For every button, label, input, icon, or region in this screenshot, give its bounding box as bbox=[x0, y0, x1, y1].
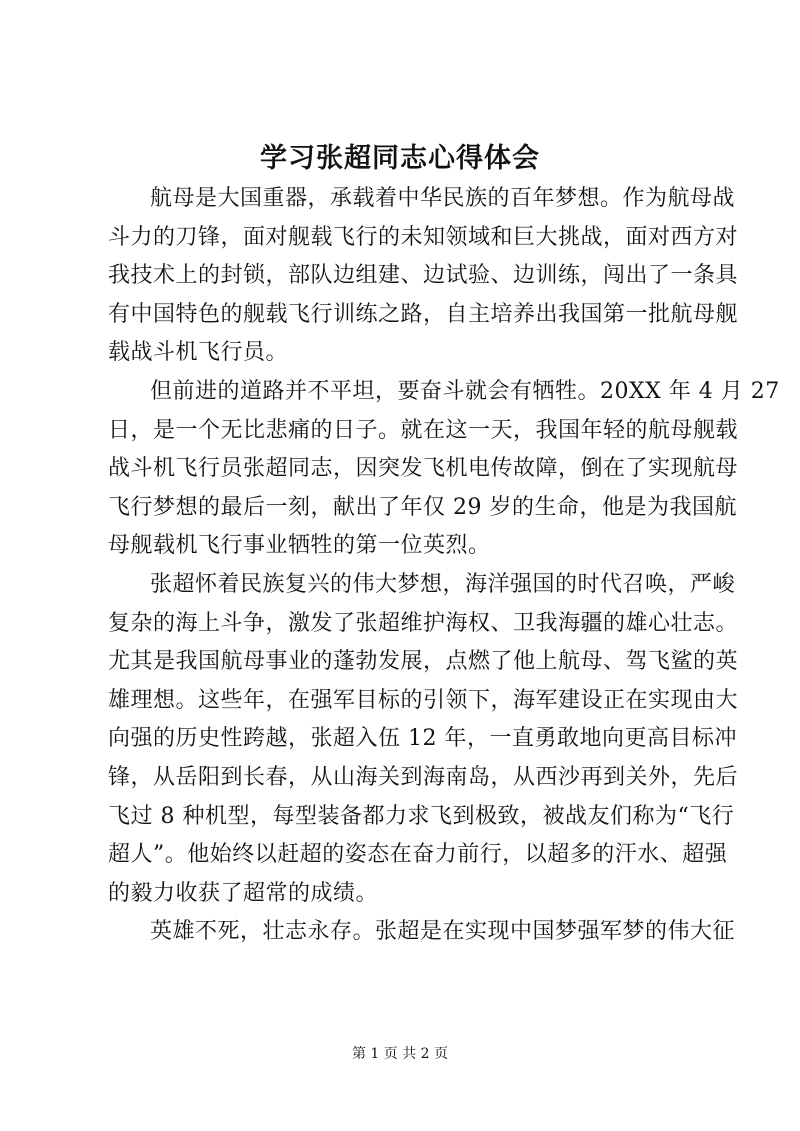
text-line: 斗力的刀锋，面对舰载飞行的未知领域和巨大挑战，面对西方对 bbox=[108, 224, 739, 250]
text-line: 超人”。他始终以赶超的姿态在奋力前行，以超多的汗水、超强 bbox=[108, 842, 728, 868]
document-title: 学习张超同志心得体会 bbox=[260, 143, 540, 174]
text-line: 的毅力收获了超常的成绩。 bbox=[108, 880, 379, 906]
text-line: 锋，从岳阳到长春，从山海关到海南岛，从西沙再到关外，先后 bbox=[108, 764, 739, 790]
text-line: 战斗机飞行员张超同志，因突发飞机电传故障，倒在了实现航母 bbox=[108, 456, 739, 482]
text-line: 飞行梦想的最后一刻，献出了年仅 29 岁的生命，他是为我国航 bbox=[108, 494, 737, 520]
text-line: 张超怀着民族复兴的伟大梦想，海洋强国的时代召唤，严峻 bbox=[150, 571, 736, 597]
text-line: 有中国特色的舰载飞行训练之路，自主培养出我国第一批航母舰 bbox=[108, 301, 739, 327]
text-line: 雄理想。这些年，在强军目标的引领下，海军建设正在实现由大 bbox=[108, 687, 739, 713]
text-line: 飞过 8 种机型，每型装备都力求飞到极致，被战友们称为“飞行 bbox=[108, 803, 735, 829]
text-line: 尤其是我国航母事业的蓬勃发展，点燃了他上航母、驾飞鲨的英 bbox=[108, 649, 739, 675]
text-line: 母舰载机飞行事业牺牲的第一位英烈。 bbox=[108, 533, 491, 559]
text-line: 日，是一个无比悲痛的日子。就在这一天，我国年轻的航母舰载 bbox=[108, 417, 739, 443]
paragraph-1 bbox=[108, 180, 739, 373]
text-line: 但前进的道路并不平坦，要奋斗就会有牺牲。20XX 年 4 月 27 bbox=[150, 378, 780, 404]
paragraph-4 bbox=[108, 913, 736, 952]
paragraph-2 bbox=[108, 373, 780, 566]
text-line: 载战斗机飞行员。 bbox=[108, 340, 289, 366]
text-line: 我技术上的封锁，部队边组建、边试验、边训练，闯出了一条具 bbox=[108, 263, 739, 289]
text-line: 向强的历史性跨越，张超入伍 12 年，一直勇敢地向更高目标冲 bbox=[108, 726, 737, 752]
text-line: 复杂的海上斗争，激发了张超维护海权、卫我海疆的雄心壮志。 bbox=[108, 610, 739, 636]
document-body bbox=[108, 180, 780, 952]
paragraph-3 bbox=[108, 566, 739, 913]
text-line: 英雄不死，壮志永存。张超是在实现中国梦强军梦的伟大征 bbox=[150, 919, 736, 945]
text-line: 航母是大国重器，承载着中华民族的百年梦想。作为航母战 bbox=[150, 186, 736, 211]
page-number-footer: 第 1 页 共 2 页 bbox=[351, 1046, 449, 1062]
